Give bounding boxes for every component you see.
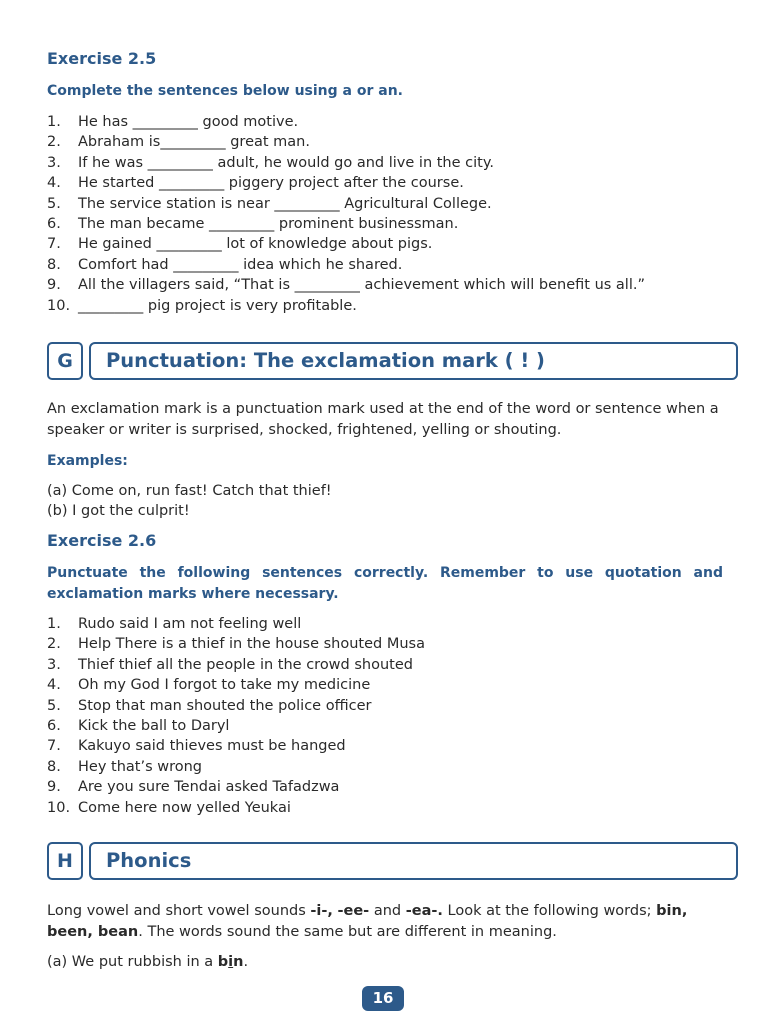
exercise-2-5-instruction: Complete the sentences below using a or an.: [47, 83, 403, 99]
section-title: [89, 842, 738, 880]
vowel-sound: -i-,: [310, 903, 333, 919]
item-number: 4.: [47, 677, 61, 694]
list-item: [47, 153, 645, 173]
list-item: [47, 736, 425, 756]
item-text: Thief thief all the people in the crowd shouted: [78, 656, 413, 673]
item-text: The service station is near _________ Agricultural College.: [78, 195, 492, 212]
paragraph-text: . The words sound the same but are different in meaning.: [138, 923, 557, 940]
exercise-2-5-list: [47, 112, 645, 316]
item-number: 2.: [47, 636, 61, 653]
item-number: 6.: [47, 718, 61, 735]
page-number-badge: 16: [362, 986, 404, 1011]
section-letter-badge: G: [47, 342, 83, 380]
list-item: [47, 798, 425, 818]
section-letter-badge: H: [47, 842, 83, 880]
examples-label: Examples:: [47, 453, 128, 469]
list-item: [47, 614, 425, 634]
item-number: 3.: [47, 656, 61, 673]
item-number: 1.: [47, 616, 61, 632]
item-number: 4.: [47, 175, 61, 192]
list-item: [47, 112, 645, 132]
item-text: Stop that man shouted the police officer: [78, 697, 372, 714]
section-title-text: Punctuation: The exclamation mark ( ! ): [106, 349, 545, 372]
phonics-example-a: [47, 952, 248, 972]
exercise-2-6-heading: Exercise 2.6: [47, 531, 157, 550]
item-text: Hey that’s wrong: [78, 758, 203, 775]
item-number: 5.: [47, 697, 61, 714]
item-number: 9.: [47, 277, 61, 294]
section-h-paragraph: [47, 901, 723, 942]
vowel-sound: -ea-.: [405, 903, 443, 919]
item-number: 7.: [47, 236, 61, 253]
list-item: [47, 296, 645, 316]
item-text: _________ pig project is very profitable.: [78, 297, 357, 314]
list-item: [47, 675, 425, 695]
letter: n: [233, 954, 244, 970]
item-text: Help There is a thief in the house shouted Musa: [78, 636, 425, 653]
item-text: Oh my God I forgot to take my medicine: [78, 677, 371, 694]
item-number: 10.: [47, 799, 71, 816]
letter: b: [217, 954, 229, 970]
list-item: [47, 716, 425, 736]
underlined-letter: i: [228, 954, 234, 970]
item-number: 1.: [47, 114, 61, 130]
example-text: .: [243, 954, 249, 970]
item-text: He started _________ piggery project after the course.: [78, 175, 464, 192]
example-line: (a) Come on, run fast! Catch that thief!: [47, 483, 332, 499]
item-number: 7.: [47, 738, 61, 755]
item-number: 10.: [47, 297, 71, 314]
item-text: He has _________ good motive.: [78, 114, 299, 130]
item-number: 9.: [47, 779, 61, 796]
example-word: [218, 954, 244, 970]
list-item: [47, 234, 645, 254]
item-number: 3.: [47, 154, 61, 171]
list-item: [47, 655, 425, 675]
list-item: [47, 132, 645, 152]
list-item: [47, 777, 425, 797]
item-text: All the villagers said, “That is _________ achievement which will benefit us all.”: [78, 277, 645, 294]
paragraph-text: and: [369, 903, 406, 919]
item-number: 2.: [47, 134, 61, 151]
paragraph-text: Long vowel and short vowel sounds: [47, 903, 311, 919]
item-text: Abraham is_________ great man.: [78, 134, 310, 151]
exercise-2-6-list: [47, 614, 425, 818]
section-title-text: Phonics: [106, 849, 192, 872]
vowel-sound: -ee-: [337, 903, 370, 919]
list-item: [47, 255, 645, 275]
section-h-header: [47, 842, 723, 880]
section-g-header: [47, 342, 723, 380]
item-number: 8.: [47, 758, 61, 775]
list-item: [47, 634, 425, 654]
item-number: 5.: [47, 195, 61, 212]
item-text: If he was _________ adult, he would go and live in the city.: [78, 154, 494, 171]
list-item: [47, 275, 645, 295]
item-text: Are you sure Tendai asked Tafadzwa: [78, 779, 340, 796]
item-text: He gained _________ lot of knowledge about pigs.: [78, 236, 433, 253]
list-item: [47, 214, 645, 234]
section-g-paragraph: An exclamation mark is a punctuation mark used at the end of the word or sentence when a speaker or writer is surprised, shocked, frightened, yelling or shouting.: [47, 401, 719, 438]
item-text: Comfort had _________ idea which he shared.: [78, 256, 403, 273]
item-text: The man became _________ prominent businessman.: [78, 216, 459, 233]
example-text: (a) We put rubbish in a: [47, 954, 218, 970]
exercise-2-6-instruction: Punctuate the following sentences correctly. Remember to use quotation and exclamation marks where necessary.: [47, 565, 723, 602]
example-line: (b) I got the culprit!: [47, 503, 190, 519]
list-item: [47, 194, 645, 214]
item-number: 8.: [47, 256, 61, 273]
item-text: Kakuyo said thieves must be hanged: [78, 738, 346, 755]
list-item: [47, 757, 425, 777]
section-title: [89, 342, 738, 380]
item-text: Kick the ball to Daryl: [78, 718, 230, 735]
example-words: bin, been, bean: [47, 903, 688, 940]
list-item: [47, 173, 645, 193]
item-text: Rudo said I am not feeling well: [78, 616, 302, 632]
item-text: Come here now yelled Yeukai: [78, 799, 291, 816]
item-number: 6.: [47, 216, 61, 233]
exercise-2-5-heading: Exercise 2.5: [47, 49, 157, 68]
paragraph-text: Look at the following words;: [442, 903, 657, 919]
list-item: [47, 696, 425, 716]
